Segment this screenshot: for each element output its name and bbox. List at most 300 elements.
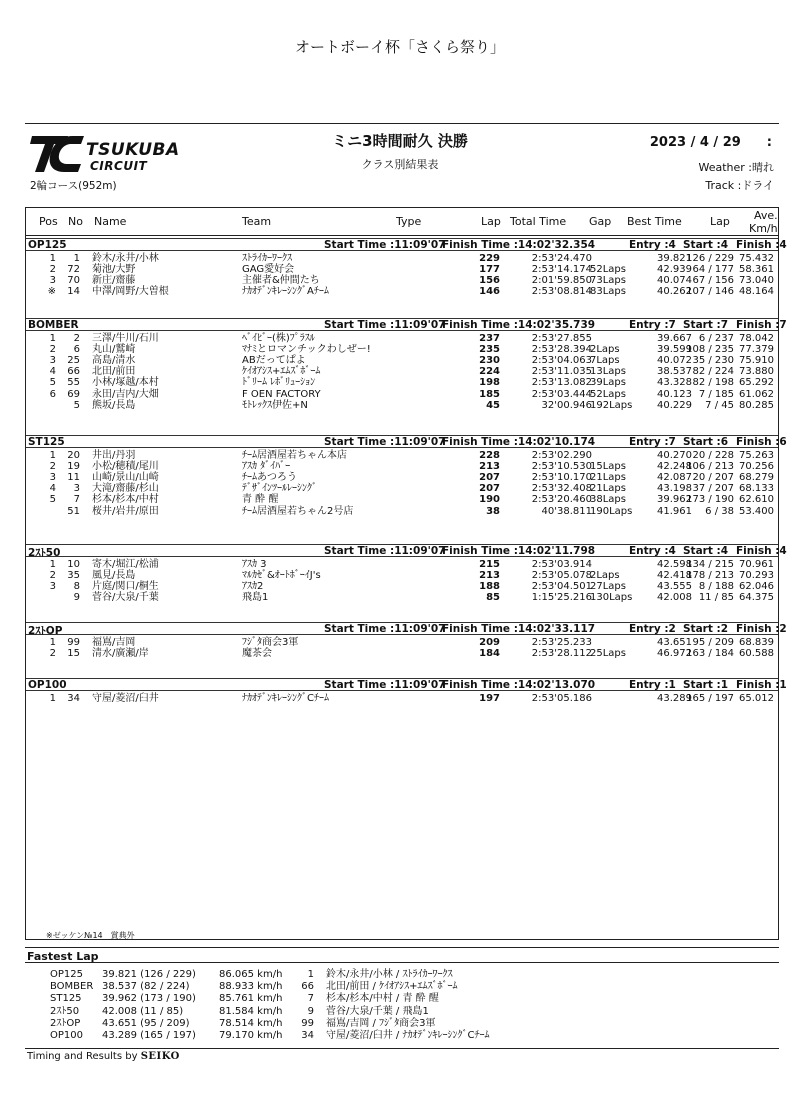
cell-speed: 65.012 bbox=[739, 693, 774, 704]
cell-no: 2 bbox=[73, 333, 80, 344]
cell-total: 2:53'05.186 bbox=[531, 693, 592, 704]
cell-team: ﾏﾅﾐとロマンチックわしぜー! bbox=[242, 344, 371, 356]
cell-bestlap: 126 / 229 bbox=[686, 253, 734, 264]
cell-name: 丸山/鷲崎 bbox=[92, 344, 136, 356]
cell-pos: 3 bbox=[49, 275, 56, 287]
cell-bestlap: 173 / 190 bbox=[686, 494, 734, 506]
cell-no: 66 bbox=[67, 366, 80, 378]
cell-bestlap: 82 / 198 bbox=[692, 377, 734, 389]
class-entry-count: Entry :4 bbox=[629, 239, 676, 251]
cell-speed: 70.256 bbox=[739, 461, 774, 473]
cell-best: 42.087 bbox=[657, 472, 692, 484]
cell-team: 青 酔 醒 bbox=[242, 494, 279, 506]
cell-name: 菅谷/大泉/千葉 bbox=[92, 592, 159, 604]
cell-bestlap: 106 / 213 bbox=[686, 461, 734, 473]
cell-gap: 52Laps bbox=[590, 388, 626, 400]
cell-gap: 7Laps bbox=[590, 355, 620, 367]
class-header bbox=[26, 678, 787, 691]
cell-no: 25 bbox=[67, 355, 80, 367]
col-type: Type bbox=[396, 215, 422, 228]
event-title: オートボーイ杯「さくら祭り」 bbox=[294, 38, 505, 56]
cell-no: 19 bbox=[67, 461, 80, 473]
col-gap: Gap bbox=[589, 215, 612, 228]
class-start-time: Start Time :11:09'07 bbox=[324, 545, 446, 557]
cell-lap: 235 bbox=[479, 344, 500, 356]
cell-name: 寄木/堀江/松浦 bbox=[92, 559, 159, 570]
fastest-lap-info: 福嶌/吉岡 / ﾌｼﾞﾀ商会3軍 bbox=[326, 1017, 436, 1029]
cell-best: 43.198 bbox=[657, 483, 692, 495]
cell-gap: 25Laps bbox=[590, 648, 626, 660]
cell-name: 菊池/大野 bbox=[92, 264, 136, 276]
cell-lap: 185 bbox=[479, 388, 500, 400]
fastest-lap-info: 杉本/杉本/中村 / 青 酔 醒 bbox=[326, 993, 439, 1005]
cell-team: ｽﾄﾗｲｶｰﾜｰｸｽ bbox=[242, 253, 292, 264]
cell-lap: 228 bbox=[479, 450, 500, 461]
weather: Weather :晴れ bbox=[698, 161, 774, 174]
cell-name: 福嶌/吉岡 bbox=[92, 637, 136, 648]
cell-lap: 177 bbox=[479, 264, 500, 276]
fastest-lap-speed: 88.933 km/h bbox=[219, 981, 283, 993]
table-row bbox=[26, 450, 778, 461]
cell-total: 2:53'28.112 bbox=[531, 648, 592, 660]
cell-bestlap: 6 / 237 bbox=[698, 333, 734, 344]
cell-lap: 184 bbox=[479, 648, 500, 660]
fastest-lap-info: 鈴木/永井/小林 / ｽﾄﾗｲｶｰﾜｰｸｽ bbox=[326, 969, 453, 980]
cell-name: 山崎/景山/山崎 bbox=[92, 472, 159, 484]
cell-lap: 45 bbox=[486, 399, 500, 411]
fastest-lap-row bbox=[0, 1006, 800, 1017]
fastest-lap-time: 43.651 (95 / 209) bbox=[102, 1017, 190, 1029]
cell-best: 40.074 bbox=[657, 275, 692, 287]
fastest-lap-speed: 81.584 km/h bbox=[219, 1005, 283, 1017]
seiko-logo: SEIKO bbox=[140, 1051, 180, 1062]
cell-pos: 2 bbox=[49, 461, 56, 473]
cell-bestlap: 37 / 207 bbox=[692, 483, 734, 495]
cell-total: 2:53'14.174 bbox=[531, 264, 592, 276]
fastest-lap-row bbox=[0, 993, 800, 1004]
cell-name: 井出/丹羽 bbox=[92, 450, 136, 461]
col-speed-line1: Ave. bbox=[754, 209, 778, 222]
cell-total: 2:53'10.170 bbox=[531, 472, 592, 484]
cell-name: 新庄/齋藤 bbox=[92, 275, 136, 287]
cell-no: 34 bbox=[67, 693, 80, 704]
class-start-count: Start :6 bbox=[683, 436, 729, 448]
cell-pos: 1 bbox=[49, 637, 56, 648]
table-row bbox=[26, 472, 778, 483]
fastest-lap-info: 北田/前田 / ｹｲｵｱｼｽ+ｴﾑｽﾞﾎﾞｰﾑ bbox=[326, 981, 458, 993]
class-start-time: Start Time :11:09'07 bbox=[324, 436, 446, 448]
fastest-lap-speed: 78.514 km/h bbox=[219, 1017, 283, 1029]
cell-bestlap: 178 / 213 bbox=[686, 570, 734, 582]
cell-no: 1 bbox=[73, 253, 80, 264]
cell-speed: 73.040 bbox=[739, 275, 774, 287]
cell-total: 1:15'25.216 bbox=[531, 592, 592, 604]
cell-gap: 130Laps bbox=[590, 592, 633, 604]
fastest-lap-no: 99 bbox=[301, 1017, 314, 1029]
cell-gap: 83Laps bbox=[590, 286, 626, 298]
cell-team: ﾅｶｵﾃﾞﾝｷﾚｰｼﾝｸﾞAﾁｰﾑ bbox=[242, 286, 329, 298]
cell-lap: 85 bbox=[486, 592, 500, 604]
cell-best: 42.418 bbox=[657, 570, 692, 582]
cell-speed: 58.361 bbox=[739, 264, 774, 276]
class-start-time: Start Time :11:09'07 bbox=[324, 319, 446, 331]
subtitle: クラス別結果表 bbox=[361, 158, 439, 171]
cell-team: ﾃﾞｻﾞｲﾝﾂｰﾙﾚｰｼﾝｸﾞ bbox=[242, 483, 317, 495]
cell-speed: 68.279 bbox=[739, 472, 774, 484]
cell-gap: 21Laps bbox=[590, 472, 626, 484]
cell-speed: 61.062 bbox=[739, 388, 774, 400]
cell-bestlap: 11 / 85 bbox=[698, 592, 734, 604]
cell-speed: 64.375 bbox=[739, 592, 774, 604]
cell-no: 99 bbox=[67, 637, 80, 648]
class-header bbox=[26, 544, 787, 559]
fastest-lap-top-rule bbox=[25, 947, 779, 948]
cell-gap: 15Laps bbox=[590, 461, 626, 473]
course-label: 2輪コース(952m) bbox=[30, 180, 117, 192]
col-no: No bbox=[68, 215, 83, 228]
cell-team: ｱｽｶ ﾀﾞｲﾊﾞｰ bbox=[242, 461, 291, 473]
race-date: 2023 / 4 / 29 : bbox=[649, 135, 772, 150]
fastest-lap-no: 66 bbox=[301, 981, 314, 993]
cell-lap: 188 bbox=[479, 581, 500, 593]
table-row bbox=[26, 592, 778, 603]
class-name: OP100 bbox=[28, 679, 67, 691]
class-finish-count: Finish :7 bbox=[736, 319, 787, 331]
col-best-time: Best Time bbox=[627, 215, 682, 228]
cell-best: 40.072 bbox=[657, 355, 692, 367]
fastest-lap-info: 菅谷/大泉/千葉 / 飛島1 bbox=[326, 1005, 429, 1017]
cell-name: 片庭/関口/桐生 bbox=[92, 581, 159, 593]
cell-total: 2:53'05.078 bbox=[531, 570, 592, 582]
cell-name: 鈴木/永井/小林 bbox=[92, 253, 159, 264]
cell-best: 42.248 bbox=[657, 461, 692, 473]
cell-pos: 3 bbox=[49, 472, 56, 484]
cell-no: 15 bbox=[67, 648, 80, 660]
cell-total: 2:53'20.460 bbox=[531, 494, 592, 506]
cell-gap: 21Laps bbox=[590, 483, 626, 495]
cell-bestlap: 108 / 235 bbox=[686, 344, 734, 356]
cell-name: 守屋/菱沼/臼井 bbox=[92, 693, 159, 704]
cell-best: 39.821 bbox=[657, 253, 692, 264]
cell-pos: 1 bbox=[49, 333, 56, 344]
class-start-count: Start :7 bbox=[683, 319, 729, 331]
table-row bbox=[26, 333, 778, 344]
fastest-lap-cls: 2ｽﾄOP bbox=[50, 1017, 81, 1029]
cell-lap: 197 bbox=[479, 693, 500, 704]
cell-team: ｹｲｵｱｼｽ+ｴﾑｽﾞﾎﾞｰﾑ bbox=[242, 366, 321, 378]
class-finish-time: Finish Time :14:02'13.070 bbox=[442, 679, 596, 691]
fastest-lap-time: 43.289 (165 / 197) bbox=[102, 1030, 196, 1041]
cell-speed: 75.910 bbox=[739, 355, 774, 367]
cell-team: 飛島1 bbox=[242, 592, 269, 604]
cell-best: 43.555 bbox=[657, 581, 692, 593]
table-row bbox=[26, 461, 778, 472]
fastest-lap-time: 42.008 (11 / 85) bbox=[102, 1005, 184, 1017]
cell-gap: 2Laps bbox=[590, 570, 620, 582]
cell-team: ﾏﾙｶｾﾞ&ｵｰﾄﾎﾞｰｲJ's bbox=[242, 570, 321, 582]
cell-lap: 215 bbox=[479, 559, 500, 570]
fastest-lap-no: 34 bbox=[301, 1030, 314, 1041]
logo-line2: CIRCUIT bbox=[90, 159, 148, 173]
col-name: Name bbox=[94, 215, 127, 228]
cell-bestlap: 7 / 45 bbox=[705, 399, 734, 411]
cell-bestlap: 8 / 188 bbox=[698, 581, 734, 593]
cell-speed: 48.164 bbox=[739, 286, 774, 298]
cell-lap: 229 bbox=[479, 253, 500, 264]
cell-name: 風見/長島 bbox=[92, 570, 136, 582]
cell-bestlap: 64 / 177 bbox=[692, 264, 734, 276]
cell-speed: 80.285 bbox=[739, 399, 774, 411]
fastest-lap-time: 39.962 (173 / 190) bbox=[102, 993, 196, 1005]
class-entry-count: Entry :7 bbox=[629, 319, 676, 331]
cell-name: 小松/穂積/尾川 bbox=[92, 461, 159, 473]
cell-best: 41.961 bbox=[657, 505, 692, 517]
cell-team: ﾍﾞｲﾋﾞｰ(株)ﾌﾟﾗｽﾙ bbox=[242, 333, 315, 344]
cell-total: 2:53'28.394 bbox=[531, 344, 592, 356]
cell-speed: 62.610 bbox=[739, 494, 774, 506]
cell-pos: 3 bbox=[49, 581, 56, 593]
cell-no: 9 bbox=[73, 592, 80, 604]
cell-speed: 70.293 bbox=[739, 570, 774, 582]
cell-best: 46.972 bbox=[657, 648, 692, 660]
cell-name: 三澤/牛川/石川 bbox=[92, 333, 159, 344]
class-block bbox=[26, 622, 787, 660]
cell-lap: 146 bbox=[479, 286, 500, 298]
cell-best: 42.008 bbox=[657, 592, 692, 604]
table-row bbox=[26, 344, 778, 355]
cell-no: 7 bbox=[73, 494, 80, 506]
cell-lap: 207 bbox=[479, 483, 500, 495]
cell-pos: 1 bbox=[49, 253, 56, 264]
table-row bbox=[26, 286, 778, 297]
cell-pos: 2 bbox=[49, 570, 56, 582]
cell-speed: 53.400 bbox=[739, 505, 774, 517]
class-name: 2ｽﾄOP bbox=[28, 625, 63, 637]
class-finish-count: Finish :1 bbox=[736, 679, 787, 691]
fastest-lap-info: 守屋/菱沼/臼井 / ﾅｶｵﾃﾞﾝｷﾚｰｼﾝｸﾞCﾁｰﾑ bbox=[326, 1030, 490, 1041]
cell-bestlap: 7 / 185 bbox=[698, 388, 734, 400]
table-row bbox=[26, 275, 778, 286]
cell-pos: 4 bbox=[49, 483, 56, 495]
table-row bbox=[26, 355, 778, 366]
header-top-rule bbox=[25, 123, 779, 124]
cell-team: 主催者&仲間たち bbox=[242, 275, 320, 287]
cell-name: 清水/廣瀬/岸 bbox=[92, 648, 149, 660]
table-row bbox=[26, 494, 778, 505]
cell-bestlap: 134 / 215 bbox=[686, 559, 734, 570]
table-row bbox=[26, 559, 778, 570]
fastest-lap-cls: 2ｽﾄ50 bbox=[50, 1005, 80, 1017]
class-block bbox=[26, 544, 787, 604]
cell-lap: 213 bbox=[479, 570, 500, 582]
cell-lap: 209 bbox=[479, 637, 500, 648]
table-row bbox=[26, 400, 778, 411]
fastest-lap-no: 9 bbox=[307, 1005, 314, 1017]
cell-team: ﾁｰﾑ居酒屋若ちゃん本店 bbox=[242, 450, 347, 461]
cell-pos: ※ bbox=[47, 286, 56, 298]
class-finish-time: Finish Time :14:02'11.798 bbox=[442, 545, 596, 557]
class-finish-time: Finish Time :14:02'32.354 bbox=[442, 239, 596, 251]
class-finish-count: Finish :6 bbox=[736, 436, 787, 448]
class-start-count: Start :4 bbox=[683, 545, 729, 557]
class-name: BOMBER bbox=[28, 319, 79, 331]
col-total-time: Total Time bbox=[510, 215, 567, 228]
cell-total: 40'38.811 bbox=[541, 505, 592, 517]
cell-name: 桜井/岩井/原田 bbox=[92, 505, 159, 517]
cell-gap: 27Laps bbox=[590, 581, 626, 593]
fastest-lap-row bbox=[0, 981, 800, 992]
cell-best: 43.328 bbox=[657, 377, 692, 389]
cell-pos: 2 bbox=[49, 344, 56, 356]
cell-best: 42.939 bbox=[657, 264, 692, 276]
cell-name: 杉本/杉本/中村 bbox=[92, 494, 159, 506]
results-table bbox=[25, 207, 787, 940]
cell-lap: 224 bbox=[479, 366, 500, 378]
cell-speed: 75.263 bbox=[739, 450, 774, 461]
cell-gap: 2Laps bbox=[590, 344, 620, 356]
cell-pos: 2 bbox=[49, 264, 56, 276]
cell-pos: 2 bbox=[49, 648, 56, 660]
class-finish-count: Finish :4 bbox=[736, 239, 787, 251]
class-header bbox=[26, 435, 787, 448]
cell-total: 2:53'13.082 bbox=[531, 377, 592, 389]
class-name: 2ｽﾄ50 bbox=[28, 547, 61, 559]
footnote: ※ゼッケン№14 賞典外 bbox=[46, 931, 135, 940]
cell-best: 40.229 bbox=[657, 399, 692, 411]
cell-gap: 52Laps bbox=[590, 264, 626, 276]
cell-pos: 4 bbox=[49, 366, 56, 378]
cell-team: ｱｽｶ2 bbox=[242, 581, 264, 593]
cell-no: 5 bbox=[73, 399, 80, 411]
class-finish-time: Finish Time :14:02'10.174 bbox=[442, 436, 596, 448]
cell-best: 39.667 bbox=[657, 333, 692, 344]
cell-lap: 237 bbox=[479, 333, 500, 344]
cell-total: 2:53'10.530 bbox=[531, 461, 592, 473]
cell-speed: 75.432 bbox=[739, 253, 774, 264]
cell-lap: 207 bbox=[479, 472, 500, 484]
class-finish-time: Finish Time :14:02'35.739 bbox=[442, 319, 596, 331]
cell-no: 69 bbox=[67, 388, 80, 400]
cell-bestlap: 163 / 184 bbox=[686, 648, 734, 660]
fastest-lap-time: 39.821 (126 / 229) bbox=[102, 969, 196, 980]
cell-name: 小林/塚越/本村 bbox=[92, 377, 159, 389]
cell-lap: 230 bbox=[479, 355, 500, 367]
class-start-time: Start Time :11:09'07 bbox=[324, 679, 446, 691]
cell-no: 11 bbox=[67, 472, 80, 484]
cell-no: 14 bbox=[67, 286, 80, 298]
fastest-lap-speed: 85.761 km/h bbox=[219, 993, 283, 1005]
cell-lap: 198 bbox=[479, 377, 500, 389]
cell-pos: 5 bbox=[49, 494, 56, 506]
class-block bbox=[26, 678, 787, 704]
cell-total: 2:53'08.814 bbox=[531, 286, 592, 298]
cell-lap: 156 bbox=[479, 275, 500, 287]
cell-total: 2:53'11.035 bbox=[531, 366, 592, 378]
fastest-lap-time: 38.537 (82 / 224) bbox=[102, 981, 190, 993]
cell-total: 2:53'27.855 bbox=[531, 333, 592, 344]
cell-best: 42.598 bbox=[657, 559, 692, 570]
cell-bestlap: 6 / 38 bbox=[705, 505, 734, 517]
fastest-lap-rule bbox=[25, 962, 779, 963]
cell-bestlap: 20 / 228 bbox=[692, 450, 734, 461]
table-row bbox=[26, 506, 778, 517]
class-name: OP125 bbox=[28, 239, 67, 251]
cell-total: 2:53'24.470 bbox=[531, 253, 592, 264]
class-block bbox=[26, 435, 787, 517]
class-finish-count: Finish :4 bbox=[736, 545, 787, 557]
cell-speed: 62.046 bbox=[739, 581, 774, 593]
table-row bbox=[26, 581, 778, 592]
table-row bbox=[26, 483, 778, 494]
class-start-count: Start :1 bbox=[683, 679, 729, 691]
cell-name: 北田/前田 bbox=[92, 366, 136, 378]
cell-best: 39.599 bbox=[657, 344, 692, 356]
cell-pos: 5 bbox=[49, 377, 56, 389]
cell-best: 40.123 bbox=[657, 388, 692, 400]
cell-pos: 1 bbox=[49, 559, 56, 570]
cell-name: 熊坂/長島 bbox=[92, 399, 136, 411]
cell-speed: 68.133 bbox=[739, 483, 774, 495]
fastest-lap-row bbox=[0, 969, 800, 980]
fastest-lap-speed: 86.065 km/h bbox=[219, 969, 283, 980]
cell-no: 51 bbox=[67, 505, 80, 517]
class-header bbox=[26, 622, 787, 637]
fastest-lap-row bbox=[0, 1030, 800, 1041]
class-block bbox=[26, 238, 787, 298]
cell-pos: 3 bbox=[49, 355, 56, 367]
cell-lap: 213 bbox=[479, 461, 500, 473]
cell-total: 2:53'04.063 bbox=[531, 355, 592, 367]
cell-team: ﾅｶｵﾃﾞﾝｷﾚｰｼﾝｸﾞCﾁｰﾑ bbox=[242, 693, 329, 704]
column-header-row bbox=[26, 208, 778, 236]
table-row bbox=[26, 377, 778, 388]
timing-footer bbox=[27, 1051, 180, 1062]
cell-bestlap: 107 / 146 bbox=[686, 286, 734, 298]
fastest-lap-row bbox=[0, 1018, 800, 1029]
fastest-lap-cls: OP100 bbox=[50, 1030, 83, 1041]
fastest-lap-cls: BOMBER bbox=[50, 981, 94, 993]
cell-no: 10 bbox=[67, 559, 80, 570]
cell-best: 39.962 bbox=[657, 494, 692, 506]
cell-best: 40.262 bbox=[657, 286, 692, 298]
cell-total: 2:53'25.233 bbox=[531, 637, 592, 648]
cell-team: ｱｽｶ 3 bbox=[242, 559, 267, 570]
cell-name: 永田/吉内/大畑 bbox=[92, 388, 159, 400]
table-row bbox=[26, 637, 778, 648]
cell-lap: 190 bbox=[479, 494, 500, 506]
cell-no: 3 bbox=[73, 483, 80, 495]
col-best-lap: Lap bbox=[710, 215, 730, 228]
cell-team: ABだってぱよ bbox=[242, 355, 306, 367]
cell-best: 38.537 bbox=[657, 366, 692, 378]
table-row bbox=[26, 253, 778, 264]
cell-bestlap: 95 / 209 bbox=[692, 637, 734, 648]
table-row bbox=[26, 366, 778, 377]
table-row bbox=[26, 648, 778, 659]
col-lap: Lap bbox=[481, 215, 501, 228]
cell-gap: 192Laps bbox=[590, 399, 633, 411]
cell-gap: 190Laps bbox=[590, 505, 633, 517]
logo-line1: TSUKUBA bbox=[86, 140, 180, 160]
cell-speed: 70.961 bbox=[739, 559, 774, 570]
cell-no: 72 bbox=[67, 264, 80, 276]
col-pos: Pos bbox=[39, 215, 58, 228]
class-start-time: Start Time :11:09'07 bbox=[324, 623, 446, 635]
cell-no: 55 bbox=[67, 377, 80, 389]
class-start-time: Start Time :11:09'07 bbox=[324, 239, 446, 251]
class-entry-count: Entry :4 bbox=[629, 545, 676, 557]
class-block bbox=[26, 318, 787, 411]
